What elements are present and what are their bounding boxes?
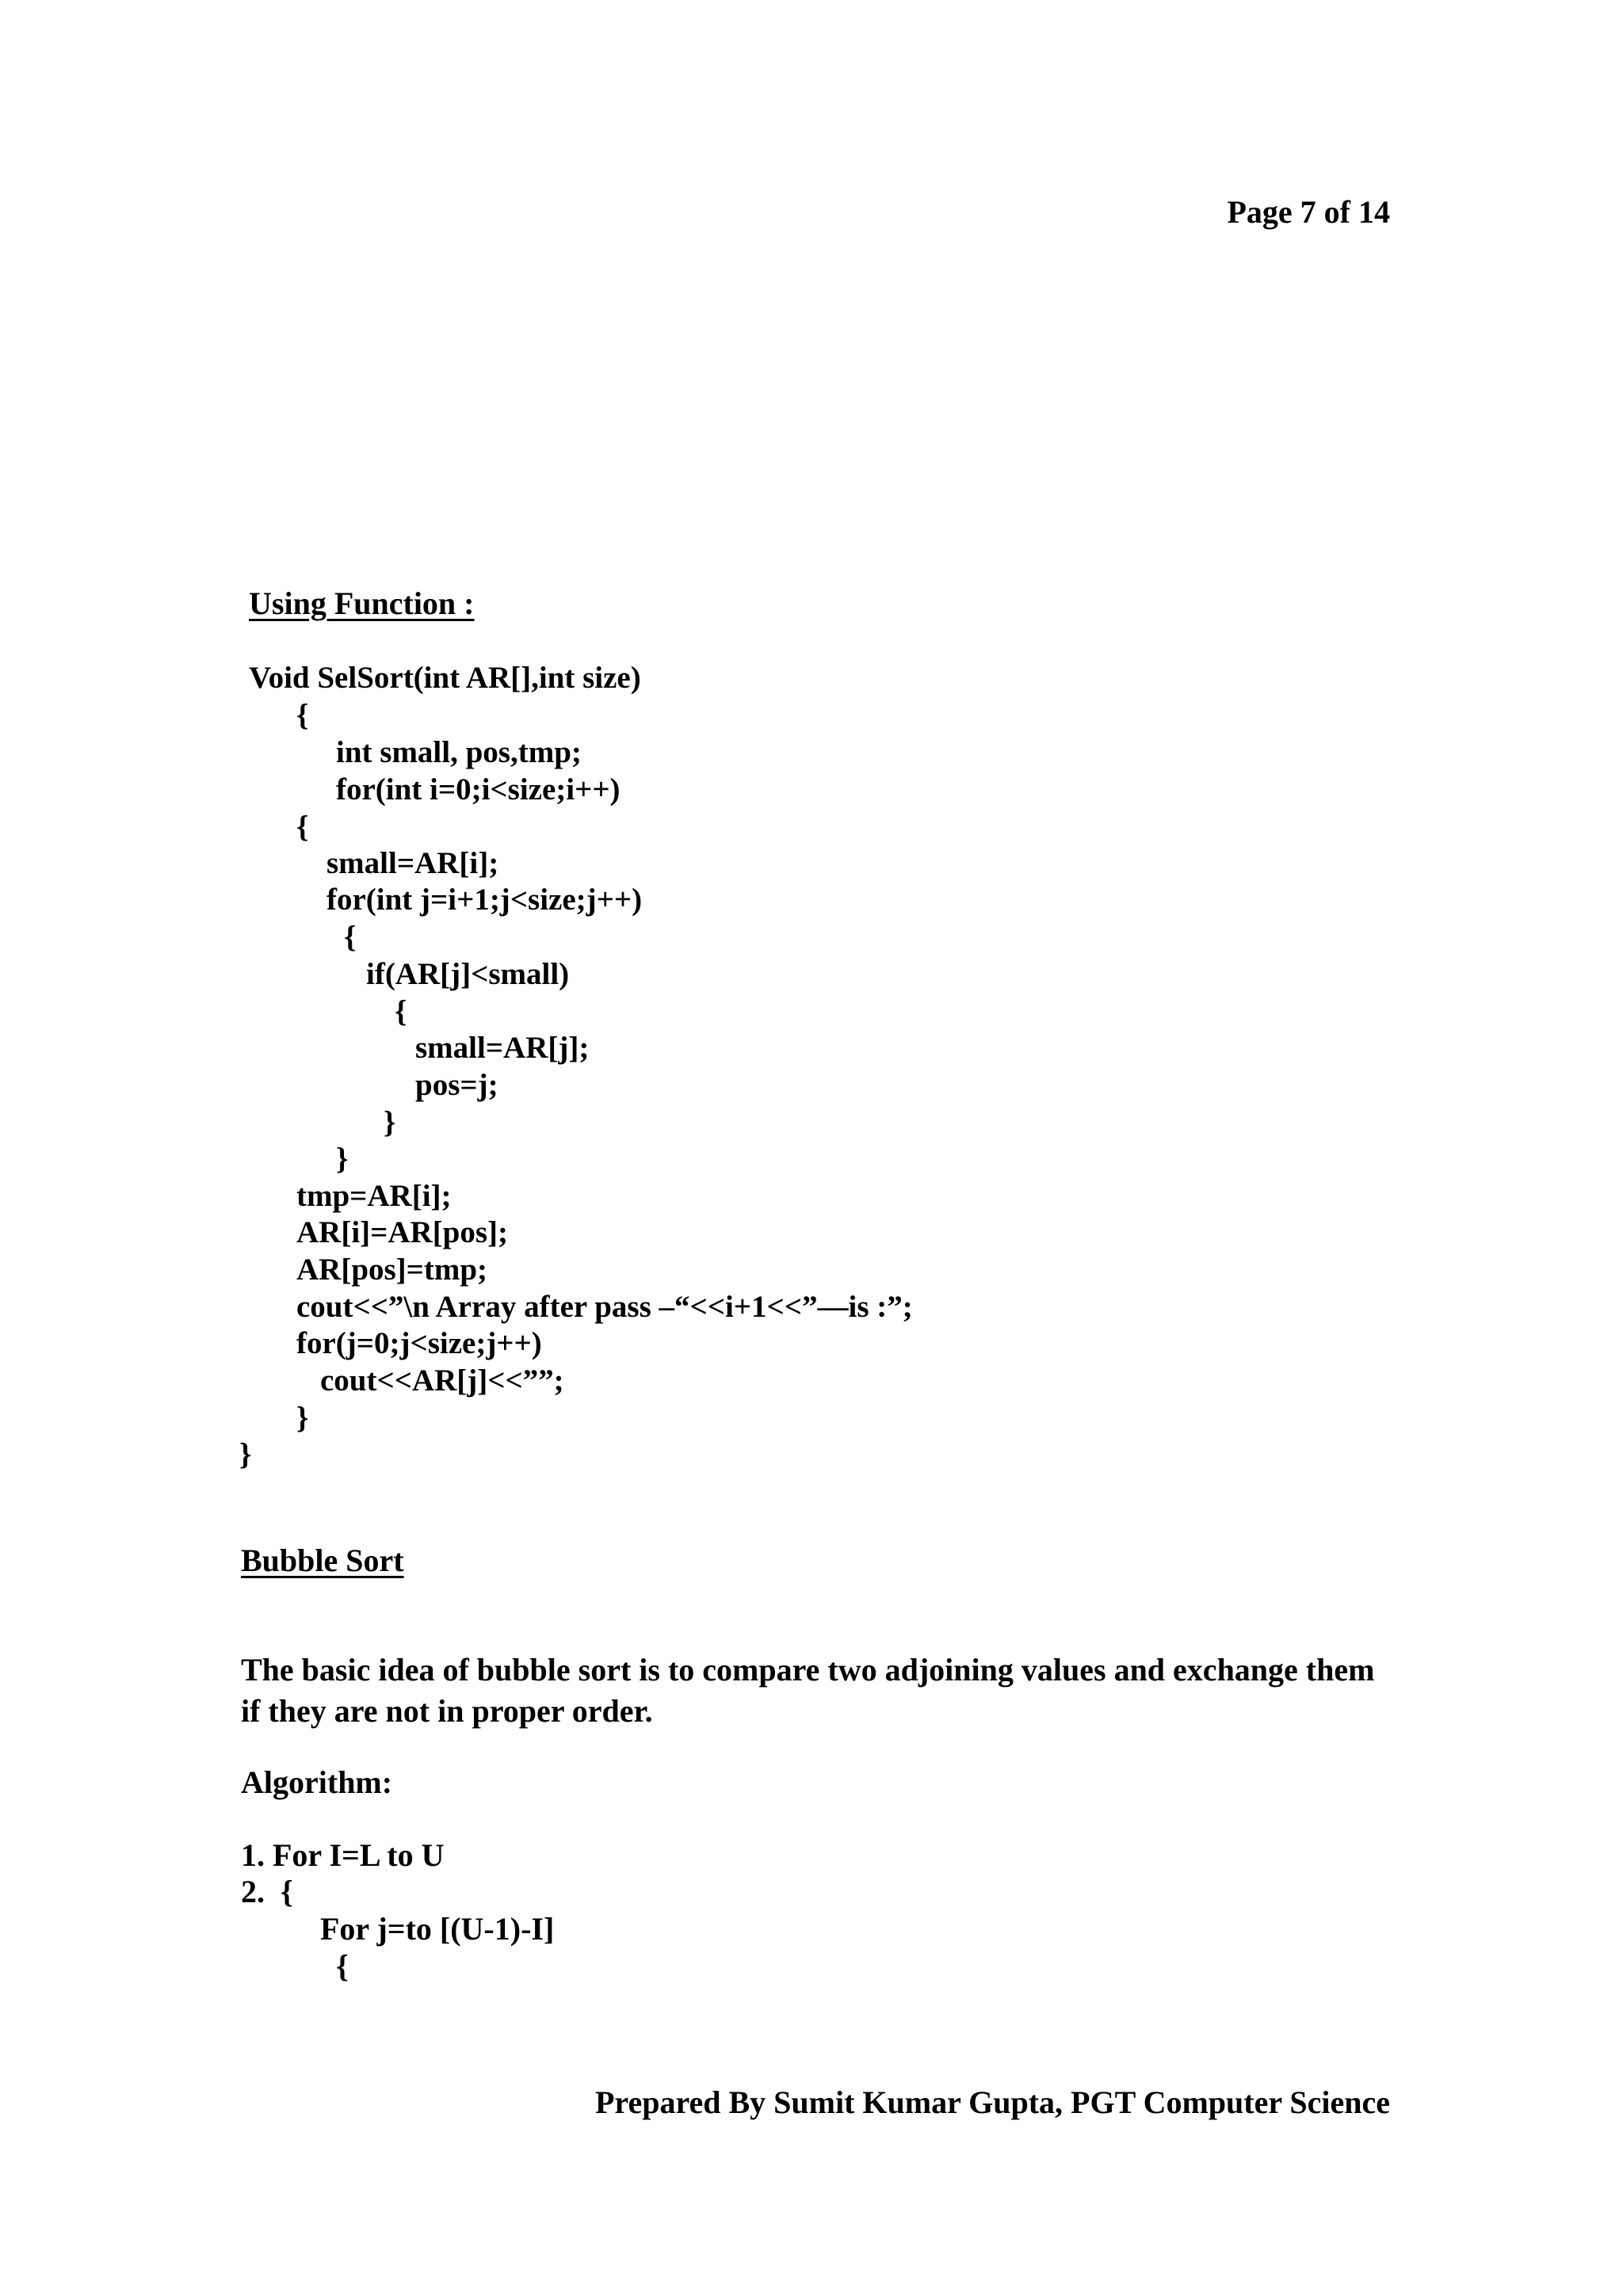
- code-line: AR[pos]=tmp;: [296, 1253, 488, 1287]
- code-line: {: [296, 698, 309, 732]
- code-line: pos=j;: [415, 1068, 498, 1102]
- code-line: }: [239, 1437, 252, 1471]
- code-line: }: [384, 1105, 396, 1139]
- code-line: cout<<AR[j]<<””;: [320, 1363, 564, 1398]
- bubble-sort-description: The basic idea of bubble sort is to compare two adjoining values and exchange them if they are not in proper order.: [241, 1652, 1375, 1729]
- code-line: small=AR[j];: [415, 1031, 590, 1065]
- code-line: cout<<”\n Array after pass –“<<i+1<<”—is :”;: [296, 1290, 913, 1324]
- code-line: for(j=0;j<size;j++): [296, 1326, 542, 1360]
- algorithm-step: {: [336, 1948, 349, 1984]
- section-heading-bubble-sort: Bubble Sort: [241, 1543, 404, 1578]
- code-line: if(AR[j]<small): [366, 957, 570, 991]
- code-line: {: [296, 810, 309, 844]
- code-line: small=AR[i];: [327, 846, 499, 880]
- footer-credit: Prepared By Sumit Kumar Gupta, PGT Computer Science: [595, 2084, 1390, 2120]
- code-line: {: [395, 994, 407, 1028]
- code-line: tmp=AR[i];: [296, 1179, 452, 1213]
- algorithm-step: 1. For I=L to U: [241, 1837, 445, 1873]
- section-heading-using-function: Using Function :: [249, 585, 475, 621]
- code-line: AR[i]=AR[pos];: [296, 1215, 509, 1249]
- code-line: }: [296, 1401, 309, 1435]
- code-line: Void SelSort(int AR[],int size): [249, 661, 641, 695]
- code-line: for(int i=0;i<size;i++): [336, 772, 621, 807]
- code-line: }: [336, 1142, 349, 1176]
- code-line: for(int j=i+1;j<size;j++): [327, 883, 643, 917]
- code-line: {: [344, 920, 357, 954]
- page-number: Page 7 of 14: [1227, 194, 1390, 230]
- algorithm-step: For j=to [(U-1)-I]: [320, 1911, 555, 1947]
- algorithm-label: Algorithm:: [241, 1764, 393, 1800]
- code-line: int small, pos,tmp;: [336, 735, 582, 769]
- algorithm-step: 2. {: [241, 1874, 293, 1909]
